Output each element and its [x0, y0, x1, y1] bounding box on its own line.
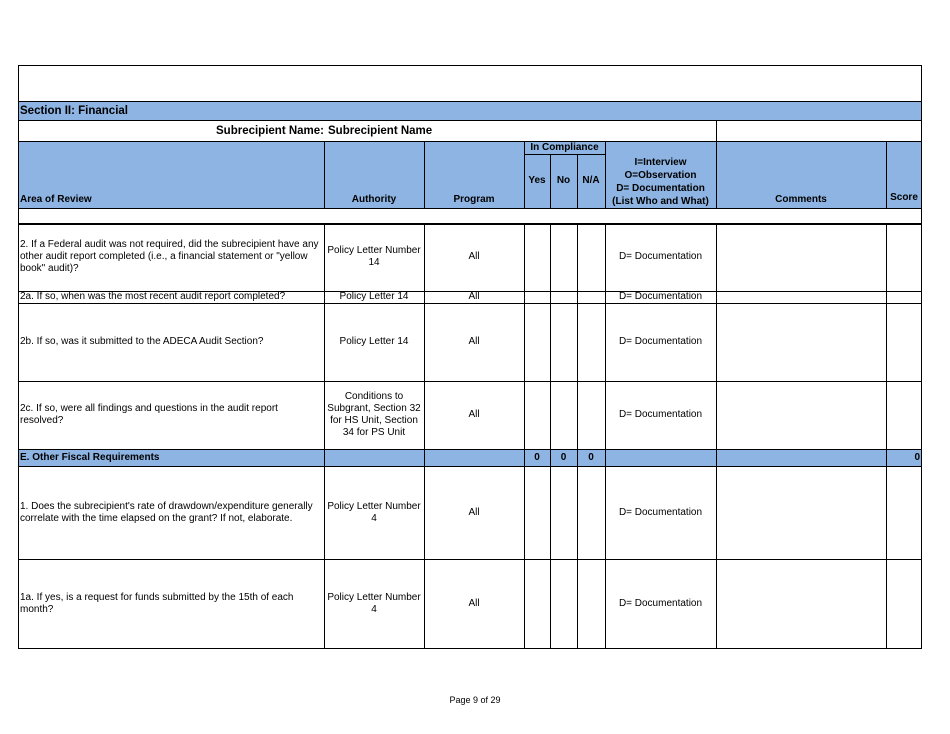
- header-method: [605, 156, 716, 208]
- program-cell: All: [468, 506, 480, 518]
- review-question: 1. Does the subrecipient's rate of drawdown/expenditure generally correlate with the time elapsed on the grant? If not, elaborate.: [20, 500, 313, 524]
- header-authority: Authority: [351, 194, 397, 205]
- subsection-na-count: 0: [588, 451, 594, 463]
- authority-cell: Policy Letter 14: [339, 336, 409, 347]
- header-method-observation: O=Observation: [624, 170, 697, 181]
- column-rule: [716, 120, 717, 141]
- review-question: 1a. If yes, is a request for funds submitted by the 15th of each month?: [20, 592, 294, 615]
- method-cell: D= Documentation: [618, 251, 703, 262]
- header-yes: Yes: [528, 175, 546, 186]
- header-method-interview: I=Interview: [634, 157, 687, 168]
- subsection-no-count: 0: [560, 451, 567, 463]
- column-rule: [550, 223, 551, 649]
- program-cell: All: [468, 251, 480, 262]
- review-question: 2. If a Federal audit was not required, did the subrecipient have any other audit report completed (i.e., a financial statement or "yellow book" audit)?: [20, 239, 319, 274]
- subrecipient-label: Subrecipient Name:: [216, 124, 324, 137]
- section-title: Section II: Financial: [20, 104, 128, 117]
- method-cell: D= Documentation: [618, 598, 703, 609]
- method-cell: D= Documentation: [618, 336, 703, 347]
- method-cell: D= Documentation: [618, 291, 703, 302]
- header-comments: Comments: [775, 194, 827, 205]
- method-cell: D= Documentation: [618, 506, 703, 518]
- header-program: Program: [453, 194, 495, 205]
- header-in-compliance: In Compliance: [530, 141, 599, 153]
- authority-cell: Policy Letter Number 4: [327, 592, 421, 615]
- header-area-of-review: Area of Review: [20, 194, 92, 205]
- program-cell: All: [468, 598, 480, 609]
- authority-cell: Conditions to Subgrant, Section 32 for HS Unit, Section 34 for PS Unit: [327, 391, 421, 438]
- header-score: Score: [890, 192, 918, 203]
- header-method-documentation: D= Documentation: [616, 183, 705, 194]
- review-question: 2c. If so, were all findings and questions in the audit report resolved?: [20, 403, 278, 426]
- subsection-yes-count: 0: [534, 451, 540, 463]
- review-question: 2b. If so, was it submitted to the ADECA Audit Section?: [20, 336, 264, 347]
- program-cell: All: [468, 291, 480, 302]
- header-no: No: [556, 175, 571, 186]
- page-number: Page 9 of 29: [449, 695, 501, 705]
- program-cell: All: [468, 336, 480, 347]
- audit-checklist-sheet: [18, 65, 922, 649]
- authority-cell: Policy Letter Number 14: [327, 245, 421, 268]
- subsection-score: 0: [914, 451, 920, 463]
- header-na: N/A: [582, 175, 600, 186]
- review-question: 2a. If so, when was the most recent audit report completed?: [20, 291, 286, 302]
- divider: [18, 208, 922, 209]
- divider: [18, 141, 922, 142]
- program-cell: All: [468, 409, 480, 420]
- column-rule: [577, 223, 578, 649]
- divider: [524, 154, 605, 155]
- column-rule: [524, 223, 525, 649]
- header-method-list: (List Who and What): [612, 196, 709, 207]
- subrecipient-name: Subrecipient Name: [328, 124, 433, 137]
- method-cell: D= Documentation: [618, 409, 703, 420]
- subsection-title: E. Other Fiscal Requirements: [20, 451, 160, 463]
- column-rule: [886, 223, 887, 649]
- authority-cell: Policy Letter Number 4: [327, 500, 421, 524]
- authority-cell: Policy Letter 14: [339, 291, 409, 302]
- column-rule: [716, 223, 717, 649]
